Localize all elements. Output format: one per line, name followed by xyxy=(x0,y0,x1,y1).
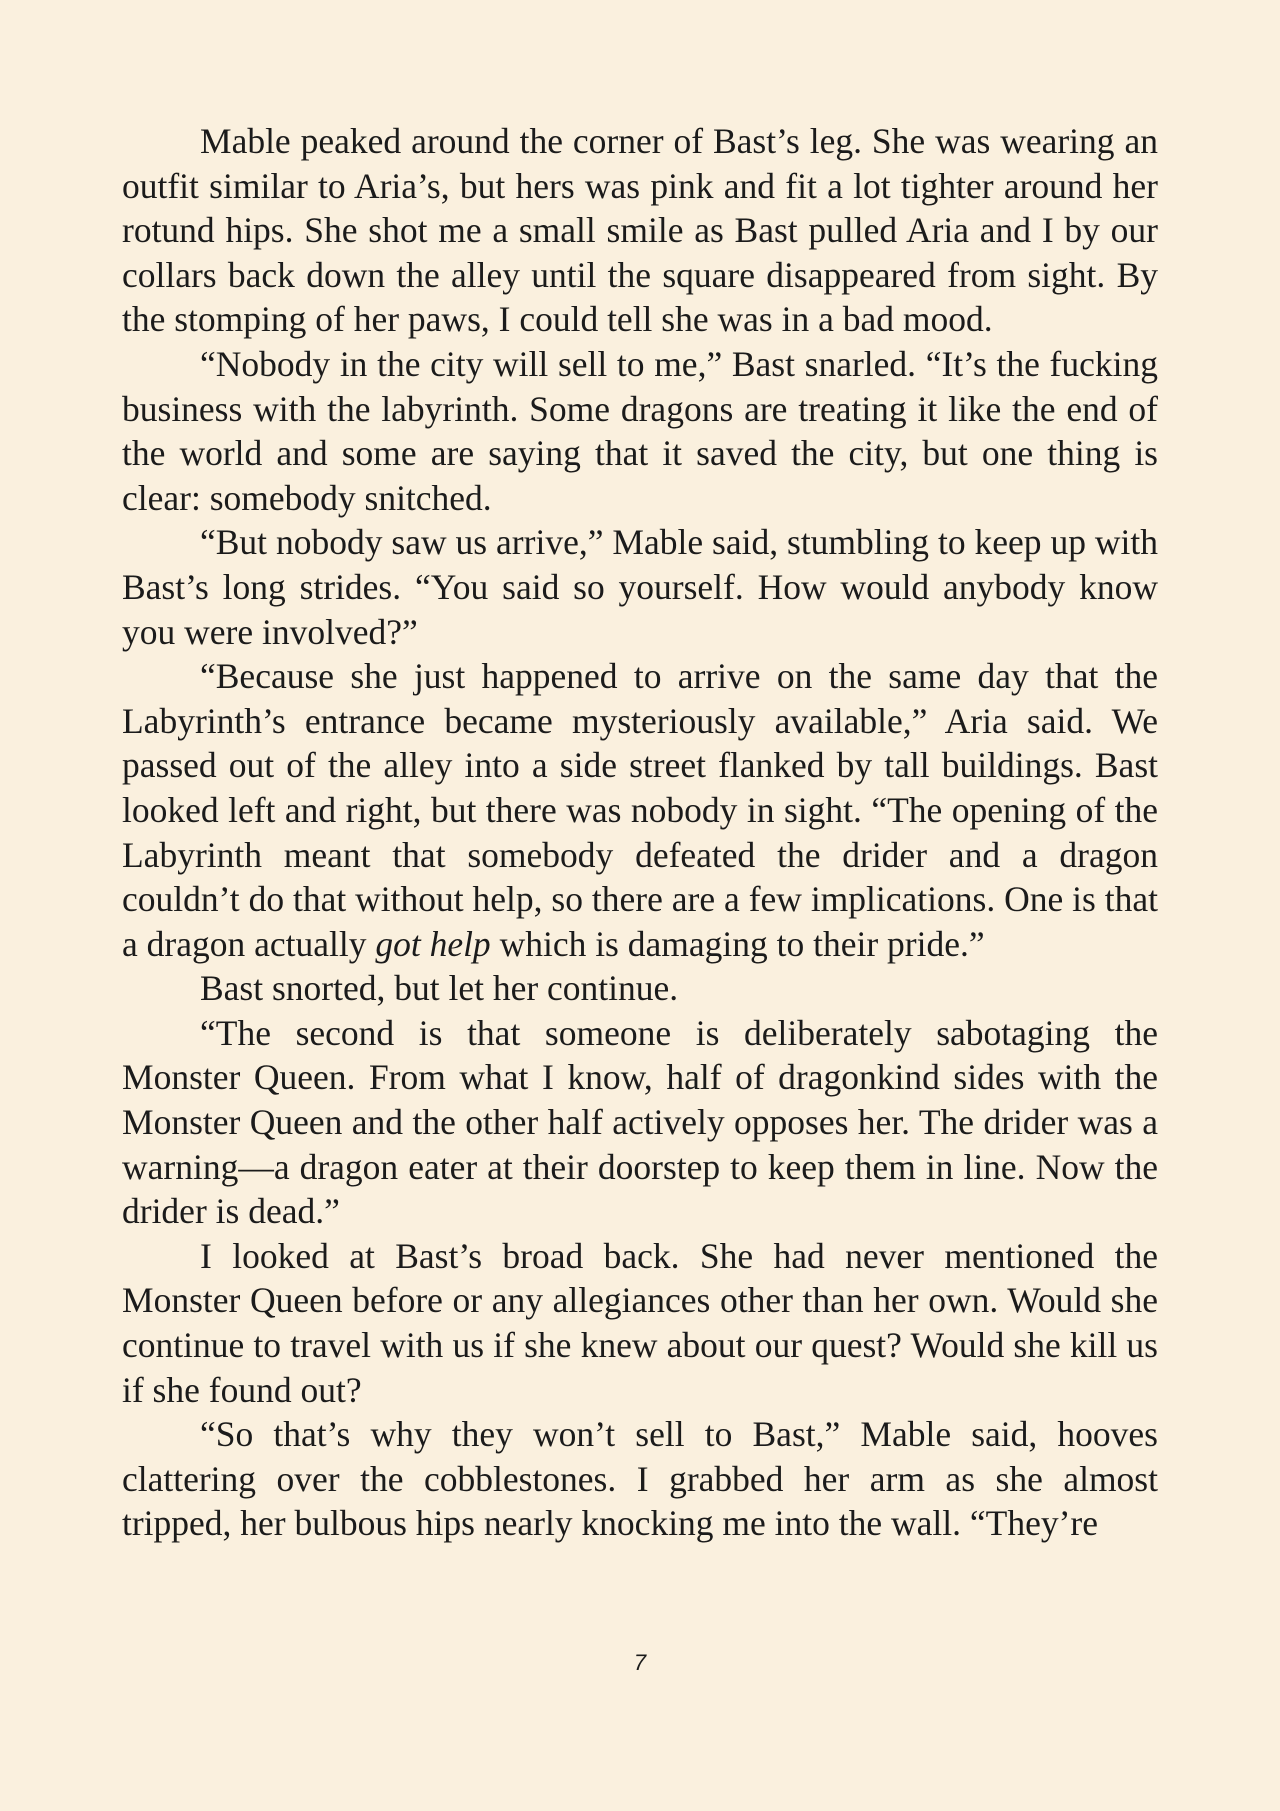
page-number: 7 xyxy=(633,1650,647,1675)
paragraph-7: I looked at Bast’s broad back. She had never mentioned the Monster Queen before or any allegiances other than her own. Would she continue to travel with us if she knew about our quest? Would she kill us if she found out? xyxy=(122,1235,1158,1410)
paragraph-2: “Nobody in the city will sell to me,” Bast snarled. “It’s the fucking business with the labyrinth. Some dragons are treating it like the end of the world and some are saying that it saved the city, but one thing is clear: somebody snitched. xyxy=(122,343,1158,518)
paragraph-6: “The second is that someone is deliberately sabotaging the Monster Queen. From what I know, half of dragonkind sides with the Monster Queen and the other half actively opposes her. The drider was a warning—a dragon eater at their doorstep to keep them in line. Now the drider is dead.” xyxy=(122,1012,1158,1232)
body-text xyxy=(122,119,1158,1546)
paragraph-4 xyxy=(122,654,1158,966)
paragraph-3: “But nobody saw us arrive,” Mable said, stumbling to keep up with Bast’s long strides. “You said so yourself. How would anybody know you were involved?” xyxy=(122,522,1158,652)
paragraph-4-text-before: “Because she just happened to arrive on the same day that the Labyrinth’s entrance became mysteriously available,” Aria said. We passed out of the alley into a side street flanked by tall buildings. Bast looked left and right, but there was nobody in sight. “The opening of the Labyrinth meant that somebody defeated the drider and a dragon couldn’t do that without help, so there are a few implications. One is that a dragon actually xyxy=(122,656,1158,964)
paragraph-4-emphasis: got help xyxy=(375,923,491,964)
paragraph-1: Mable peaked around the corner of Bast’s leg. She was wearing an outfit similar to Aria’s, but hers was pink and fit a lot tighter around her rotund hips. She shot me a small smile as Bast pulled Aria and I by our collars back down the alley until the square disappeared from sight. By the stomping of her paws, I could tell she was in a bad mood. xyxy=(122,121,1158,340)
paragraph-8: “So that’s why they won’t sell to Bast,” Mable said, hooves clattering over the cobblestones. I grabbed her arm as she almost tripped, her bulbous hips nearly knocking me into the wall. “They’re xyxy=(122,1414,1158,1544)
paragraph-4-text-after: which is damaging to their pride.” xyxy=(490,923,985,964)
paragraph-5: Bast snorted, but let her continue. xyxy=(200,968,679,1009)
